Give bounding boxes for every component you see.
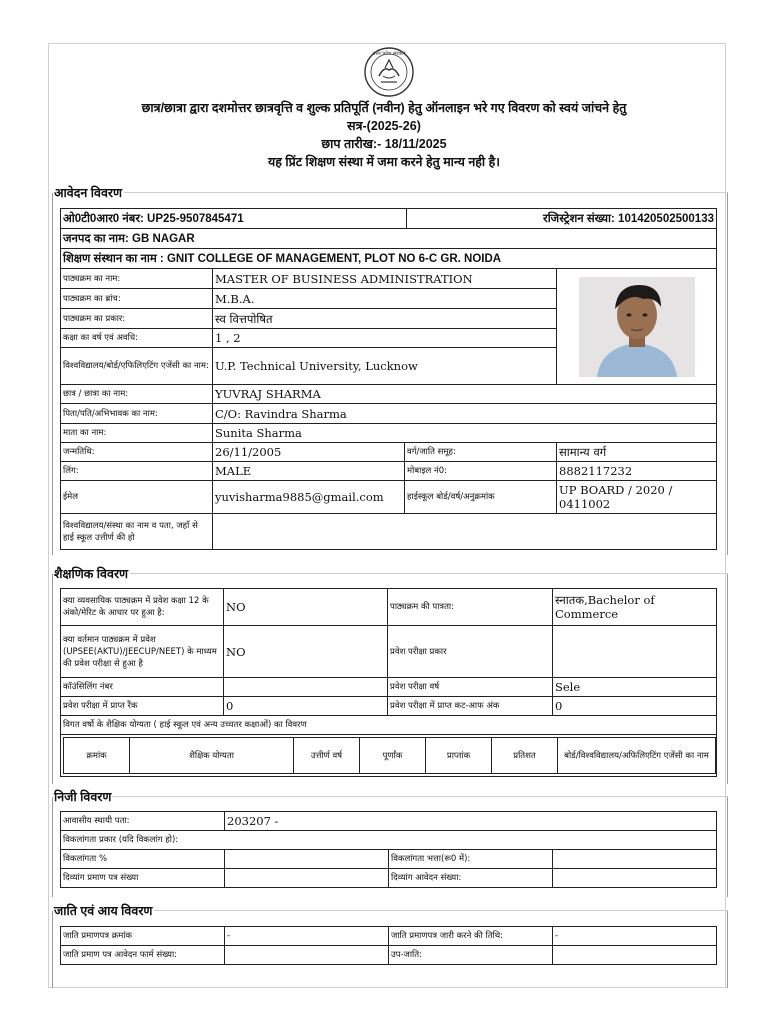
registration-number: रजिस्ट्रेशन संख्या: 101420502500133 xyxy=(407,209,717,229)
entrance-admission-label: क्या वर्तमान पाठ्यक्रम में प्रवेश (UPSEE(AKTU)/JEECUP/NEET) के माध्यम की प्रवेश परीक्षा से हुआ है xyxy=(61,626,224,678)
student-photo-image xyxy=(579,277,695,377)
cutoff-value: 0 xyxy=(553,697,717,716)
past-header-max-marks: पूर्णांक xyxy=(360,738,426,774)
year-value: 1 , 2 xyxy=(213,329,557,348)
past-header-board: बोर्ड/विश्वविद्यालय/अफिलिएटिंग एजेंसी का नाम xyxy=(558,738,716,774)
father-name-value: C/O: Ravindra Sharma xyxy=(213,404,717,424)
academic-legend: शैक्षणिक विवरण xyxy=(54,567,129,581)
address-label: आवासीय स्थायी पता: xyxy=(61,812,225,831)
caste-legend: जाति एवं आय विवरण xyxy=(54,904,153,918)
institute-name: शिक्षण संस्थान का नाम : GNIT COLLEGE OF MANAGEMENT, PLOT NO 6-C GR. NOIDA xyxy=(61,249,717,269)
student-photo xyxy=(579,277,695,377)
past-header-percentage: प्रतिशत xyxy=(492,738,558,774)
gender-label: लिंग: xyxy=(61,462,213,481)
academic-details-table xyxy=(60,588,717,777)
highschool-university-value xyxy=(213,514,717,550)
email-label: ईमेल xyxy=(61,481,213,514)
father-name-label: पिता/पति/अभिभावक का नाम: xyxy=(61,404,213,424)
subcaste-label: उप-जाति: xyxy=(389,946,553,965)
up-government-emblem xyxy=(359,46,419,98)
disability-percent-value xyxy=(225,850,389,869)
student-name-value: YUVRAJ SHARMA xyxy=(213,385,717,404)
caste-certificate-label: जाति प्रमाणपत्र क्रमांक xyxy=(61,927,225,946)
past-header-serial: क्रमांक xyxy=(64,738,130,774)
past-header-qualification: शैक्षिक योग्यता xyxy=(130,738,294,774)
dob-label: जन्मतिथि: xyxy=(61,443,213,462)
cutoff-label: प्रवेश परीक्षा में प्राप्त कट-आफ अंक xyxy=(388,697,553,716)
session-line: सत्र-(2025-26) xyxy=(347,119,421,133)
eligibility-label: पाठ्यक्रम की पात्रता: xyxy=(388,589,553,626)
rank-value: 0 xyxy=(224,697,388,716)
category-label: वर्ग/जाति समूह: xyxy=(405,443,557,462)
merit-admission-label: क्या व्यवसायिक पाठ्यक्रम में प्रवेश कक्षा 12 के अंको/मेरिट के आधार पर हुआ है: xyxy=(61,589,224,626)
course-type-label: पाठ्यक्रम का प्रकार: xyxy=(61,309,213,329)
university-value: U.P. Technical University, Lucknow xyxy=(213,348,557,385)
caste-issue-date-label: जाति प्रमाणपत्र जारी करने की तिथि: xyxy=(389,927,553,946)
course-name-label: पाठ्यक्रम का नाम: xyxy=(61,269,213,289)
validity-note: यह प्रिंट शिक्षण संस्था में जमा करने हेतु मान्य नही है। xyxy=(267,155,500,169)
district-name: जनपद का नाम: GB NAGAR xyxy=(61,229,717,249)
personal-details-table xyxy=(60,811,717,888)
otr-number: ओ0टी0आर0 नंबर: UP25-9507845471 xyxy=(61,209,407,229)
gender-value: MALE xyxy=(213,462,405,481)
disability-type-label: विकलांगता प्रकार (यदि विकलांग हो): xyxy=(61,831,717,850)
disability-percent-label: विकलांगता % xyxy=(61,850,225,869)
highschool-label: हाईस्कूल बोर्ड/वर्ष/अनुक्रमांक xyxy=(405,481,557,514)
applicant-details-table xyxy=(60,268,717,550)
exam-type-value xyxy=(553,626,717,678)
past-education-table xyxy=(63,737,716,774)
counselling-value xyxy=(224,678,388,697)
eligibility-value: स्नातक,Bachelor of Commerce xyxy=(553,589,717,626)
print-date: छाप तारीख:- 18/11/2025 xyxy=(321,137,447,151)
header-title-line: छात्र/छात्रा द्वारा दशमोत्तर छात्रवृत्ति व शुल्क प्रतिपूर्ति (नवीन) हेतु ऑनलाइन भरे गए विवरण को स्वयं जांचने हेतु xyxy=(141,101,627,115)
disability-allowance-label: विकलांगता भत्ता(रू0 में): xyxy=(389,850,553,869)
dob-value: 26/11/2005 xyxy=(213,443,405,462)
year-label: कक्षा का वर्ष एवं अवधि: xyxy=(61,329,213,348)
branch-label: पाठ्यक्रम का ब्रांच: xyxy=(61,289,213,309)
personal-legend: निजी विवरण xyxy=(54,790,112,804)
photo-cell xyxy=(557,269,717,385)
mobile-value: 8882117232 xyxy=(557,462,717,481)
caste-issue-date-value: - xyxy=(553,927,717,946)
disability-certificate-value xyxy=(225,869,389,888)
university-label: विश्वविद्यालय/बोर्ड/एफिलिएटिंग एजेंसी का नाम: xyxy=(61,348,213,385)
mother-name-label: माता का नाम: xyxy=(61,424,213,443)
course-type-value: स्व वित्तपोषित xyxy=(213,309,557,329)
emblem-text: उत्तर प्रदेश सरकार xyxy=(372,51,406,57)
entrance-admission-value: NO xyxy=(224,626,388,678)
rank-label: प्रवेश परीक्षा में प्राप्त रैंक xyxy=(61,697,224,716)
application-legend: आवेदन विवरण xyxy=(54,186,123,200)
past-header-obtained-marks: प्राप्तांक xyxy=(426,738,492,774)
caste-details-table xyxy=(60,926,717,965)
mother-name-value: Sunita Sharma xyxy=(213,424,717,443)
exam-year-label: प्रवेश परीक्षा वर्ष xyxy=(388,678,553,697)
caste-form-number-value xyxy=(225,946,389,965)
caste-form-number-label: जाति प्रमाण पत्र आवेदन फार्म संख्या: xyxy=(61,946,225,965)
application-header-table xyxy=(60,208,717,269)
disability-allowance-value xyxy=(553,850,717,869)
counselling-label: कॉउंसिलिंग नंबर xyxy=(61,678,224,697)
exam-year-value: Sele xyxy=(553,678,717,697)
past-education-label: विगत वर्षो के शैक्षिक योग्यता ( हाई स्कूल एवं अन्य उच्चतर कक्षाओं) का विवरण xyxy=(61,716,717,735)
course-name-value: MASTER OF BUSINESS ADMINISTRATION xyxy=(213,269,557,289)
disability-certificate-label: दिव्यांग प्रमाण पत्र संख्या xyxy=(61,869,225,888)
exam-type-label: प्रवेश परीक्षा प्रकार xyxy=(388,626,553,678)
category-value: सामान्य वर्ग xyxy=(557,443,717,462)
highschool-university-label: विश्वविद्यालय/संस्था का नाम व पता, जहाँ से हाई स्कूल उत्तीर्ण की हो xyxy=(61,514,213,550)
disability-application-value xyxy=(553,869,717,888)
past-education-cell xyxy=(61,735,717,777)
mobile-label: मोबाइल नं0: xyxy=(405,462,557,481)
address-value: 203207 - xyxy=(225,812,717,831)
caste-certificate-value: - xyxy=(225,927,389,946)
branch-value: M.B.A. xyxy=(213,289,557,309)
subcaste-value xyxy=(553,946,717,965)
highschool-value: UP BOARD / 2020 / 0411002 xyxy=(557,481,717,514)
past-header-pass-year: उत्तीर्ण वर्ष xyxy=(294,738,360,774)
disability-application-label: दिव्यांग आवेदन संख्या: xyxy=(389,869,553,888)
merit-admission-value: NO xyxy=(224,589,388,626)
student-name-label: छात्र / छात्रा का नाम: xyxy=(61,385,213,404)
email-value: yuvisharma9885@gmail.com xyxy=(213,481,405,514)
